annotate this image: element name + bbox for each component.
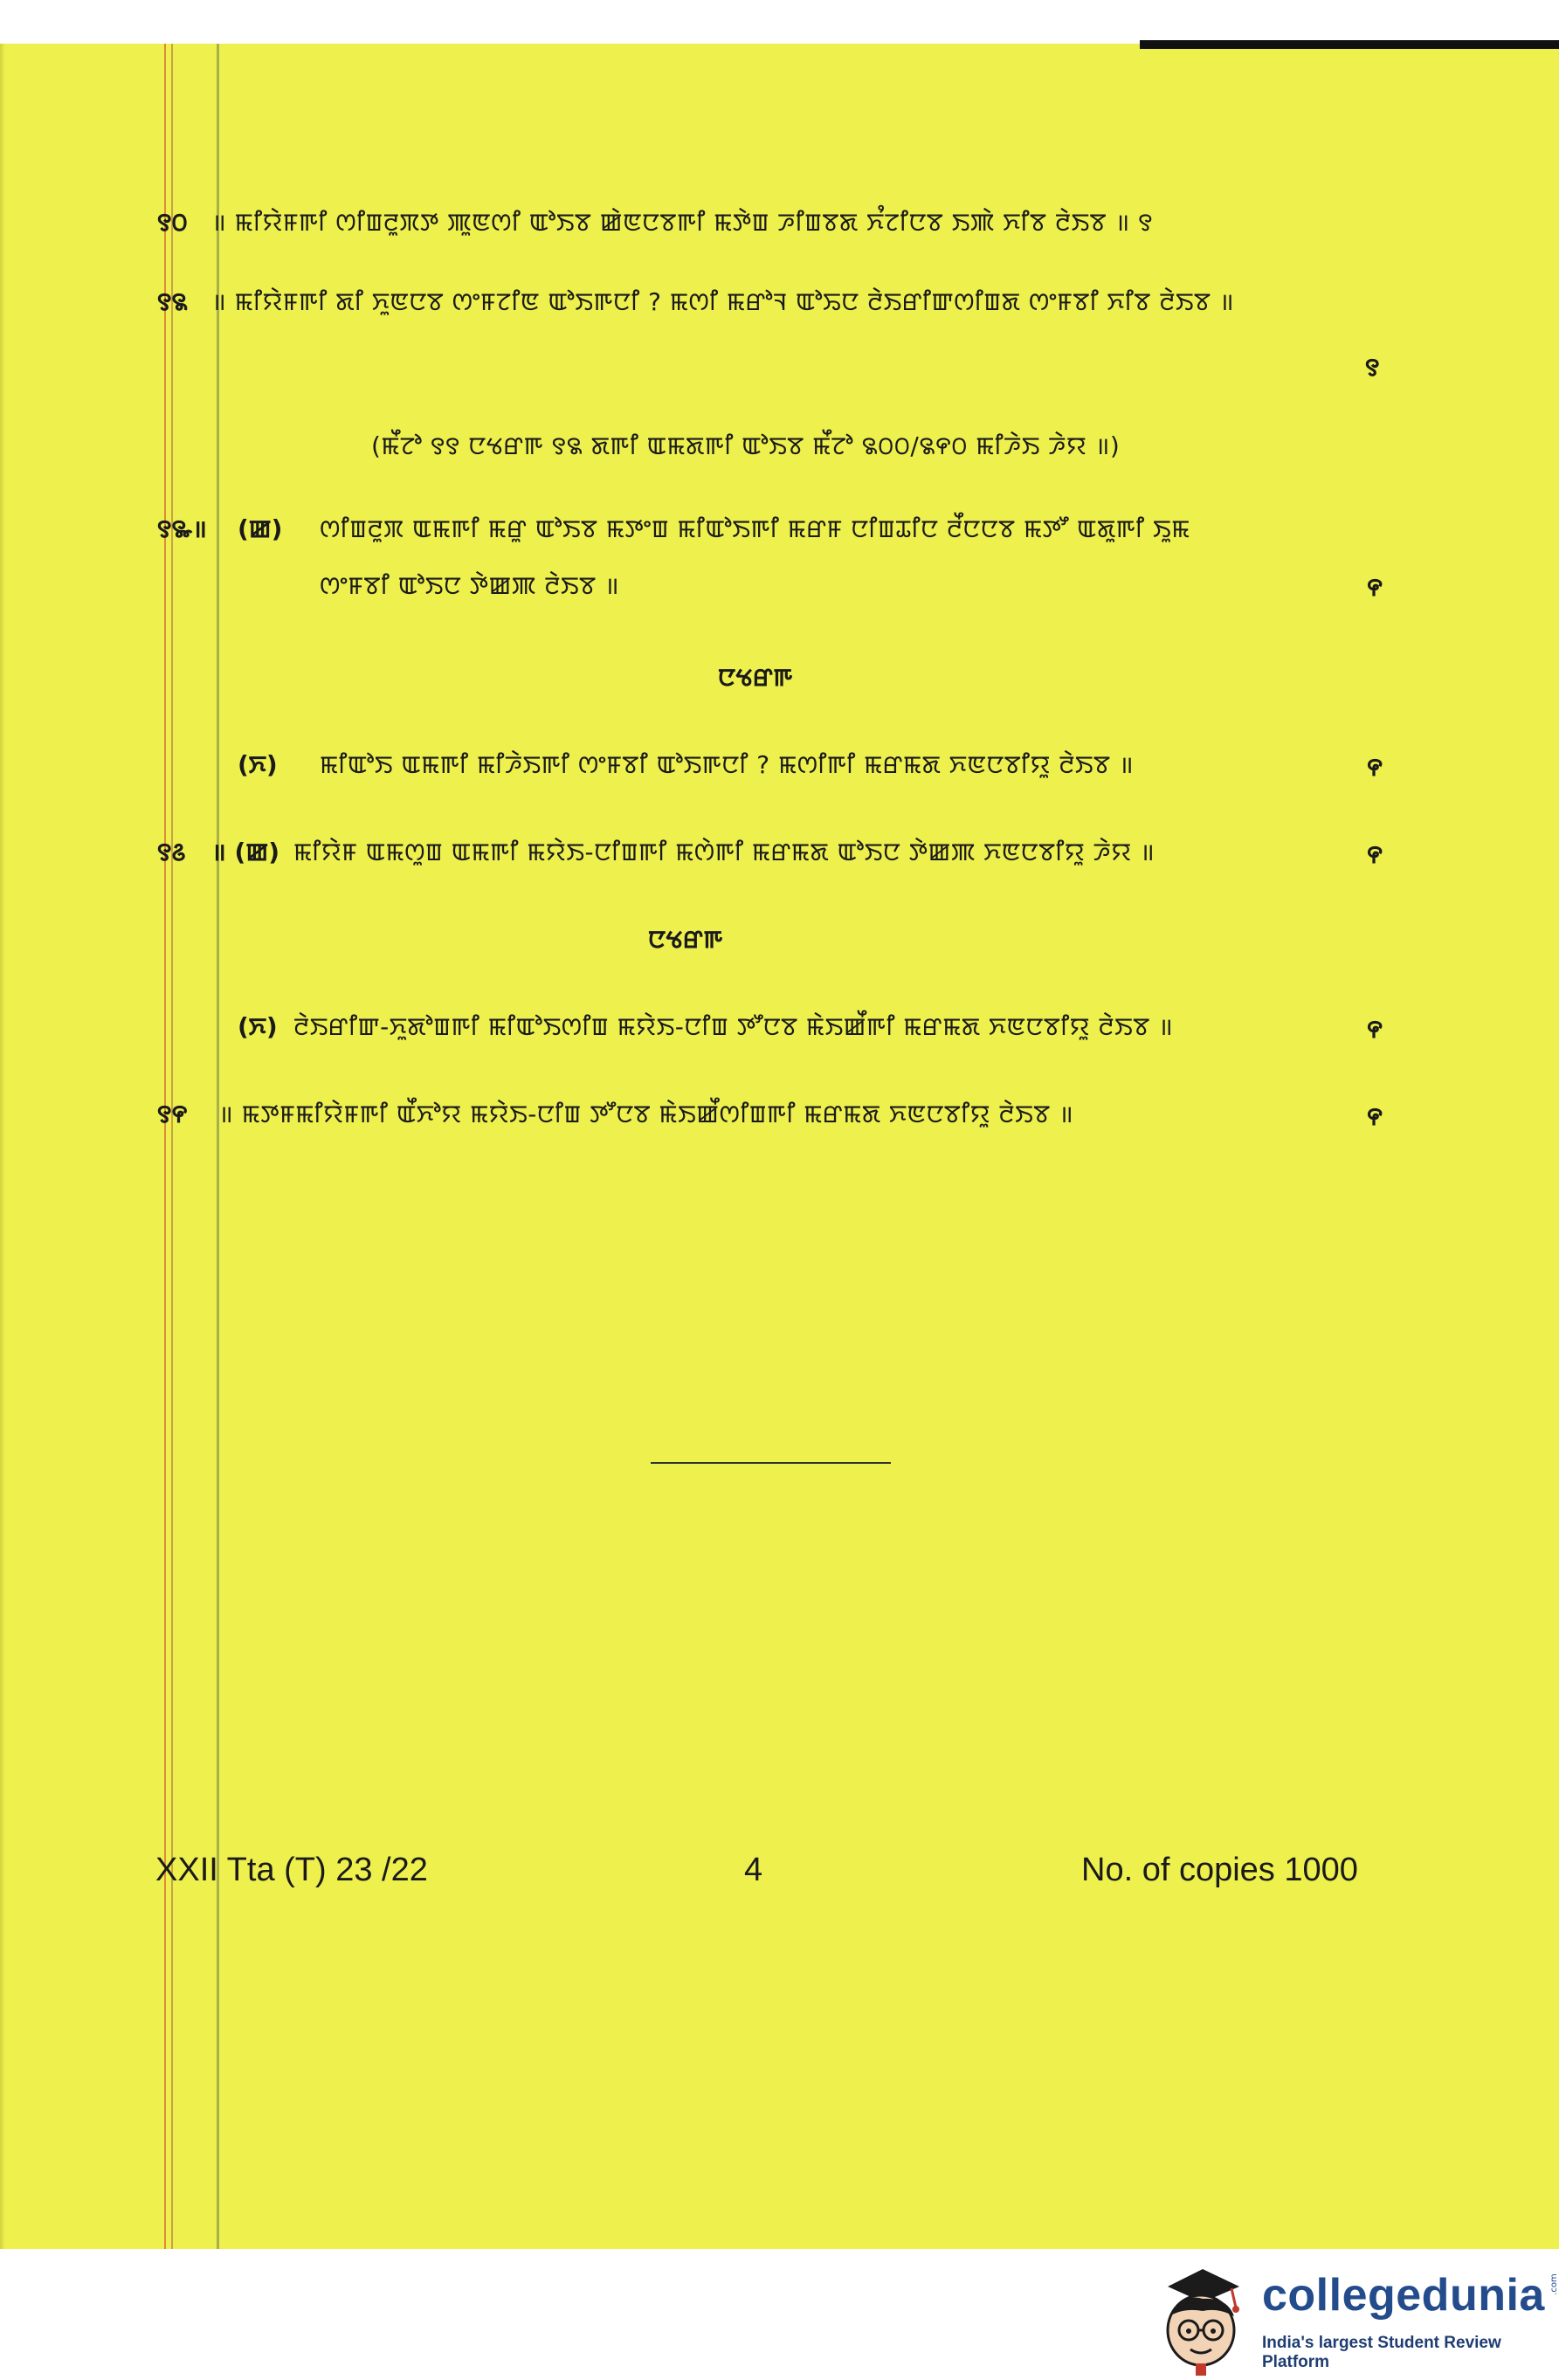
question-13-sub-b: (ꯈ) [238,750,278,779]
question-10-text: ॥ ꯃꯤꯌꯥꯝꯒꯤ ꯁꯤꯡꯂꯨꯞꯇ ꯄꯨꯟꯁꯤ ꯑꯣꯏꯕ ꯀꯥꯟꯅꯕꯒꯤ ꯃꯇꯥꯡ ꯍꯤꯡꯕꯗ ꯈꯪꯖꯤꯅꯕ ꯏꯄꯥ ꯈꯤꯕ ꯂꯥꯏꯕ ॥ ꯱ [211,208,1154,237]
margin-line [171,44,173,2249]
question-13a-text-cont: ꯁꯦꯝꯕꯤ ꯑꯣꯏꯅ ꯇꯥꯀꯄ ꯂꯥꯏꯕ ॥ [320,571,620,600]
question-12-text: ॥ ꯃꯤꯌꯥꯝꯒꯤ ꯗꯤ ꯈꯨꯟꯅꯕ ꯁꯦꯝꯖꯤꯟ ꯑꯣꯏꯒꯅꯤ ? ꯃꯁꯤ ꯃꯔꯣꯜ ꯑꯣꯢꯅ ꯂꯥꯏꯔꯤꯛꯁꯤꯡꯗ ꯁꯦꯝꯕꯤ ꯈꯤꯕ ꯂꯥꯏꯕ ॥ [211,287,1235,316]
exam-page [0,44,1559,2249]
collegedunia-logo [1149,2253,1559,2380]
page-number: 4 [744,1852,763,1888]
section-instruction: (ꯃꯩꯖꯣ ꯱꯱ ꯅꯠꯔꯒ ꯱꯲ ꯗꯒꯤ ꯑꯃꯗꯒꯤ ꯑꯣꯏꯕ ꯃꯩꯖꯣ ꯲꯰꯰/꯲꯵꯰ ꯃꯤꯍꯥꯏ ꯍꯥꯌ ॥) [371,431,1121,460]
mascot-icon [1149,2253,1258,2376]
question-number-13: ꯱꯳॥ [157,514,207,543]
question-13a-text: ꯁꯤꯡꯂꯨꯞ ꯑꯃꯒꯤ ꯃꯔꯨ ꯑꯣꯏꯕ ꯃꯇꯦꯡ ꯃꯤꯑꯣꯏꯒꯤ ꯃꯔꯝ ꯅꯤꯡꯊꯤꯅ ꯂꯩꯅꯅꯕ ꯃꯇꯧ ꯑꯗꯨꯒꯤ ꯏꯨꯃ [320,514,1190,543]
question-14b-marks: ꯵ [1367,1015,1383,1044]
logo-wordmark: collegedunia [1262,2270,1545,2321]
logo-domain: .com [1549,2273,1559,2295]
question-number-10: ꯱꯰ [157,208,188,237]
question-12-marks: ꯱ [1365,353,1380,382]
scan-corner-mark [1140,40,1559,49]
or-heading: ꯅꯠꯔꯒ [718,663,793,692]
question-14b-text: ꯂꯥꯏꯔꯤꯛ-ꯈꯨꯗꯣꯡꯒꯤ ꯃꯤꯑꯣꯏꯁꯤꯡ ꯃꯌꯥꯏ-ꯅꯤꯡ ꯇꯧꯅꯕ ꯃꯥꯏꯀꯩꯒꯤ ꯃꯔꯃꯗ ꯈꯟꯅꯕꯤꯌꯨ ꯂꯥꯏꯕ ॥ [293,1012,1174,1041]
or-heading: ꯅꯠꯔꯒ [648,925,723,954]
page-edge-shadow [0,44,5,2249]
question-14-sub-a: ॥ (ꯀ) [211,838,279,866]
question-14a-text: ꯃꯤꯌꯥꯝ ꯑꯃꯁꯨꯡ ꯑꯃꯒꯤ ꯃꯌꯥꯏ-ꯅꯤꯡꯒꯤ ꯃꯁꯥꯒꯤ ꯃꯔꯃꯗ ꯑꯣꯏꯅ ꯇꯥꯀꯄ ꯈꯟꯅꯕꯤꯌꯨ ꯍꯥꯌ ॥ [293,838,1155,866]
end-separator [651,1462,891,1464]
question-15-marks: ꯵ [1367,1102,1383,1131]
question-number-14: ꯱꯴ [157,838,186,866]
question-number-12: ꯱꯲ [157,287,188,316]
logo-tagline: India's largest Student Review Platform [1262,2334,1501,2371]
question-number-15: ꯱꯵ [157,1100,188,1128]
question-14a-marks: ꯵ [1367,840,1383,869]
copies-count: No. of copies 1000 [1081,1852,1358,1888]
paper-code: XXII Tta (T) 23 /22 [155,1852,428,1888]
question-15-text: ॥ ꯃꯇꯝꯃꯤꯌꯥꯝꯒꯤ ꯑꯩꯈꯣꯌ ꯃꯌꯥꯏ-ꯅꯤꯡ ꯇꯧꯅꯕ ꯃꯥꯏꯀꯩꯁꯤꯡꯒꯤ ꯃꯔꯃꯗ ꯈꯟꯅꯕꯤꯌꯨ ꯂꯥꯏꯕ ॥ [218,1100,1074,1128]
question-13a-marks: ꯵ [1367,573,1383,602]
question-13b-text: ꯃꯤꯑꯣꯏ ꯑꯃꯒꯤ ꯃꯤꯍꯥꯏꯒꯤ ꯁꯦꯝꯕꯤ ꯑꯣꯏꯒꯅꯤ ? ꯃꯁꯤꯒꯤ ꯃꯔꯃꯗ ꯈꯟꯅꯕꯤꯌꯨ ꯂꯥꯏꯕ ॥ [320,750,1135,779]
question-13-sub-a: (ꯀ) [238,514,283,543]
question-14-sub-b: (ꯈ) [238,1012,278,1041]
question-13b-marks: ꯵ [1367,753,1383,782]
margin-line [217,44,219,2249]
margin-line [164,44,166,2249]
